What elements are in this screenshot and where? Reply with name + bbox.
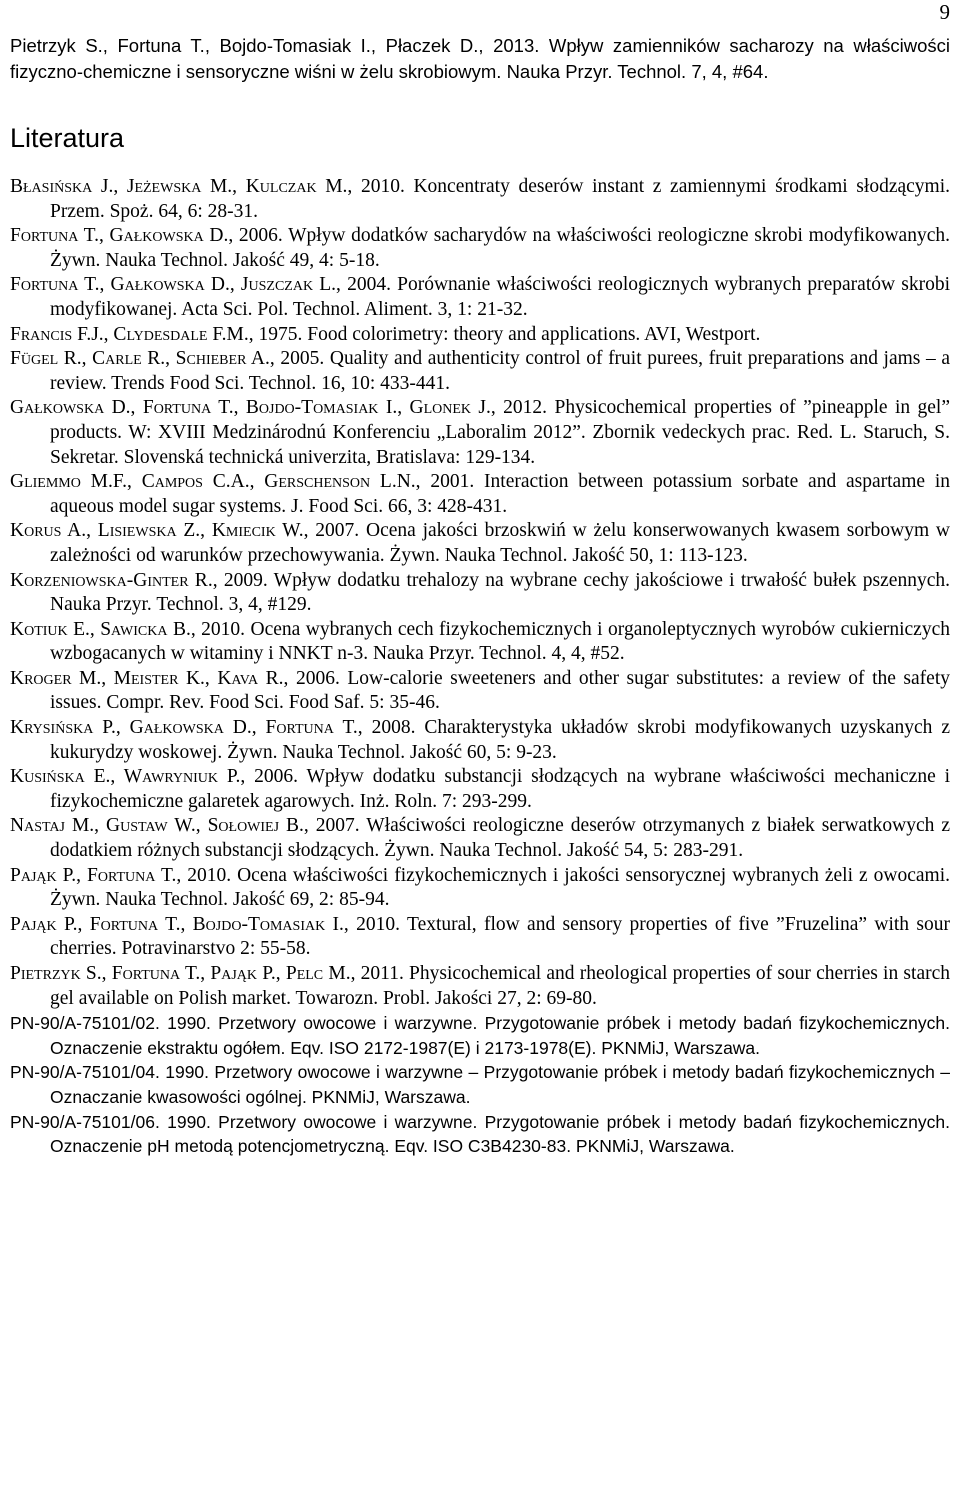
page-number: 9 xyxy=(939,0,950,24)
reference-authors: Gałkowska D., Fortuna T., Bojdo-Tomasiak I., Glonek J., 2012. xyxy=(10,397,548,419)
reference-authors: Pająk P., Fortuna T., Bojdo-Tomasiak I., 2010. xyxy=(10,913,401,935)
reference-entry xyxy=(10,864,950,913)
reference-entry xyxy=(10,962,950,1011)
reference-entry xyxy=(10,1110,950,1159)
reference-authors: Pająk P., Fortuna T., 2010. xyxy=(10,864,232,886)
reference-text: Ocena właściwości fizykochemicznych i jakości sensorycznej wybranych żeli z owocami. Żywn. Nauka Technol. Jakość 69, 2: 85-94. xyxy=(50,864,950,911)
reference-text: PN-90/A-75101/06. 1990. Przetwory owocowe i warzywne. Przygotowanie próbek i metody badań fizykochemicznych. Oznaczenie pH metodą potencjometryczną. Eqv. ISO C3B4230-83. PKNMiJ, Warszawa. xyxy=(10,1111,950,1157)
reference-entry xyxy=(10,224,950,273)
reference-text: Food colorimetry: theory and applications. AVI, Westport. xyxy=(302,323,761,345)
reference-entry xyxy=(10,273,950,322)
reference-authors: Kroger M., Meister K., Kava R., 2006. xyxy=(10,667,340,689)
reference-authors: Kotiuk E., Sawicka B., 2010. xyxy=(10,618,246,640)
reference-text: Low-calorie sweeteners and other sugar substitutes: a review of the safety issues. Compr. Rev. Food Sci. Food Saf. 5: 35-46. xyxy=(50,667,950,714)
reference-text: Porównanie właściwości reologicznych wybranych preparatów skrobi modyfikowanej. Acta Sci. Pol. Technol. Aliment. 3, 1: 21-32. xyxy=(50,274,950,320)
reference-entry xyxy=(10,470,950,519)
reference-entry xyxy=(10,667,950,716)
reference-text: Physicochemical and rheological properties of sour cherries in starch gel available on Polish market. Towarozn. Probl. Jakości 27, 2: 69-80. xyxy=(50,963,950,1009)
reference-authors: Korus A., Lisiewska Z., Kmiecik W., 2007. xyxy=(10,520,360,542)
reference-text: PN-90/A-75101/04. 1990. Przetwory owocowe i warzywne – Przygotowanie próbek i metody badań fizykochemicznych – Oznaczanie kwasowości ogólnej. PKNMiJ, Warszawa. xyxy=(10,1062,950,1107)
reference-text: Koncentraty deserów instant z zamiennymi środkami słodzącymi. Przem. Spoż. 64, 6: 28-31. xyxy=(50,176,950,222)
reference-entry xyxy=(10,396,950,470)
reference-authors: Nastaj M., Gustaw W., Sołowiej B., 2007. xyxy=(10,815,360,837)
reference-entry xyxy=(10,765,950,814)
reference-entry xyxy=(10,1011,950,1060)
reference-text: Physicochemical properties of ”pineapple in gel” products. W: XVIII Medzinárodnú Konferenciu „Laboralim 2012”. Zbornik vedeckych prac. Red. L. Staruch, S. Sekretar. Slovenská technická univerzita, Bratislava: 129-134. xyxy=(50,397,951,468)
reference-list xyxy=(10,175,950,1159)
reference-entry xyxy=(10,323,950,348)
reference-entry xyxy=(10,913,950,962)
reference-authors: Krysińska P., Gałkowska D., Fortuna T., 2008. xyxy=(10,717,416,739)
reference-authors: Francis F.J., Clydesdale F.M., 1975. xyxy=(10,323,303,345)
reference-entry xyxy=(10,1060,950,1109)
reference-text: Wpływ dodatku substancji słodzących na wybrane właściwości mechaniczne i fizykochemiczne galaretek agarowych. Inż. Roln. 7: 293-299. xyxy=(50,766,950,812)
reference-entry xyxy=(10,569,950,618)
reference-authors: Pietrzyk S., Fortuna T., Pająk P., Pelc M., 2011. xyxy=(10,963,404,984)
reference-text: Ocena wybranych cech fizykochemicznych i organoleptycznych wyrobów cukierniczych wzbogacanych w witaminy i NNKT n-3. Nauka Przyr. Technol. 4, 4, #52. xyxy=(50,618,950,665)
reference-entry xyxy=(10,716,950,765)
reference-text: Interaction between potassium sorbate and aspartame in aqueous model sugar systems. J. Food Sci. 66, 3: 428-431. xyxy=(50,471,950,517)
reference-entry xyxy=(10,347,950,396)
reference-text: PN-90/A-75101/02. 1990. Przetwory owocowe i warzywne. Przygotowanie próbek i metody badań fizykochemicznych. Oznaczenie ekstraktu ogółem. Eqv. ISO 2172-1987(E) i 2173-1978(E). PKNMiJ, Warszawa. xyxy=(10,1013,950,1058)
reference-text: Charakterystyka układów skrobi modyfikowanych uzyskanych z kukurydzy woskowej. Żywn. Nauka Technol. Jakość 60, 5: 9-23. xyxy=(50,717,950,763)
reference-text: Wpływ dodatku trehalozy na wybrane cechy jakościowe i trwałość bułek pszennych. Nauka Przyr. Technol. 3, 4, #129. xyxy=(50,569,950,616)
reference-text: Właściwości reologiczne deserów otrzymanych z białek serwatkowych z dodatkiem różnych substancji słodzących. Żywn. Nauka Technol. Jakość 54, 5: 283-291. xyxy=(50,815,950,862)
reference-authors: Gliemmo M.F., Campos C.A., Gerschenson L.N., 2001. xyxy=(10,471,475,493)
reference-entry xyxy=(10,814,950,863)
reference-entry xyxy=(10,175,950,224)
reference-authors: Fortuna T., Gałkowska D., Juszczak L., 2004. xyxy=(10,274,391,296)
reference-entry xyxy=(10,519,950,568)
reference-text: Textural, flow and sensory properties of five ”Fruzelina” with sour cherries. Potravinarstvo 2: 55-58. xyxy=(50,913,950,960)
reference-authors: Kusińska E., Wawryniuk P., 2006. xyxy=(10,766,298,788)
reference-authors: Korzeniowska-Ginter R., 2009. xyxy=(10,569,268,591)
reference-authors: Fügel R., Carle R., Schieber A., 2005. xyxy=(10,348,325,370)
reference-text: Quality and authenticity control of fruit purees, fruit preparations and jams – a review. Trends Food Sci. Technol. 16, 10: 433-441. xyxy=(50,348,950,394)
reference-authors: Fortuna T., Gałkowska D., 2006. xyxy=(10,225,283,247)
reference-text: Wpływ dodatków sacharydów na właściwości reologiczne skrobi modyfikowanych. Żywn. Nauka Technol. Jakość 49, 4: 5-18. xyxy=(50,225,950,271)
reference-text: Ocena jakości brzoskwiń w żelu konserwowanych kwasem sorbowym w zależności od warunków przechowywania. Żywn. Nauka Technol. Jakość 50, 1: 113-123. xyxy=(50,520,950,566)
reference-authors: Błasińska J., Jeżewska M., Kulczak M., 2010. xyxy=(10,176,405,197)
section-title: Literatura xyxy=(10,123,125,153)
reference-entry xyxy=(10,618,950,667)
running-header-citation: Pietrzyk S., Fortuna T., Bojdo-Tomasiak I., Płaczek D., 2013. Wpływ zamienników sacharozy na właściwości fizyczno-chemiczne i sensoryczne wiśni w żelu skrobiowym. Nauka Przyr. Technol. 7, 4, #64. xyxy=(10,35,950,82)
